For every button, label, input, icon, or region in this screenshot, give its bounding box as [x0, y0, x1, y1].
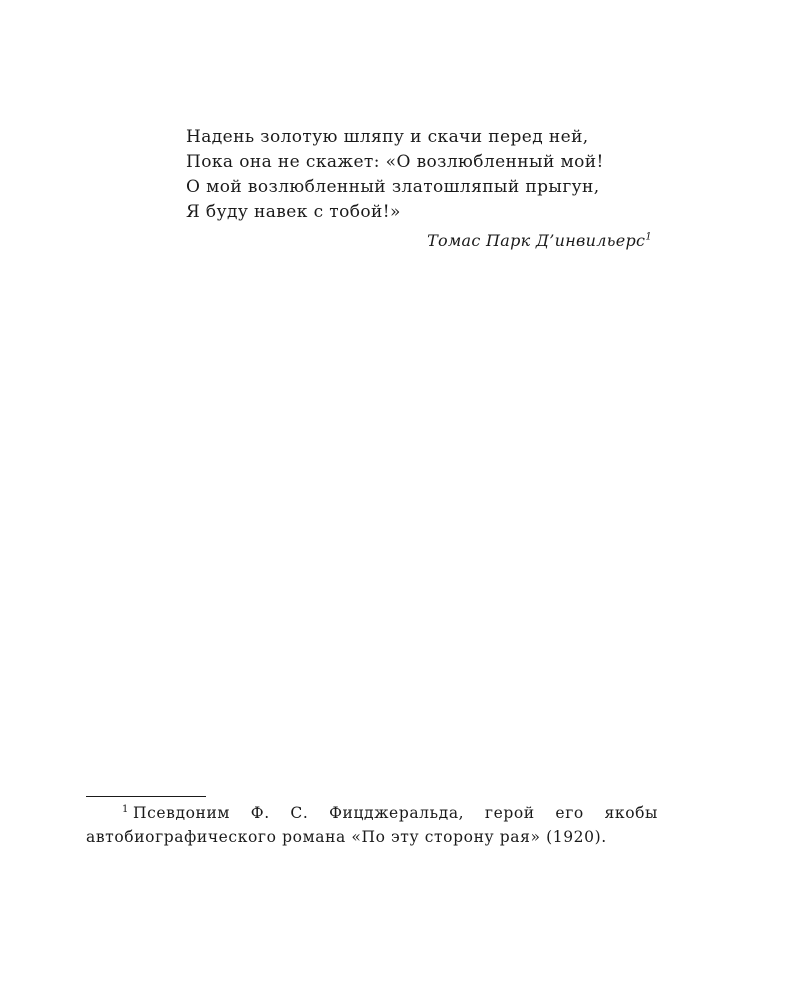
verse-line-3: О мой возлюбленный златошляпый прыгун, — [186, 177, 600, 197]
footnote: 1 Псевдоним Ф. С. Фицджеральда, герой его якобы автобиографического романа «По эту сторону рая» (1920). — [86, 803, 658, 846]
epigraph — [186, 125, 656, 252]
verse-line-4: Я буду навек с тобой!» — [186, 202, 401, 222]
attribution-author: Томас Парк Д’инвильерс — [427, 231, 646, 250]
epigraph-attribution — [186, 230, 652, 252]
verse-line-2: Пока она не скажет: «О возлюбленный мой! — [186, 152, 604, 172]
footnote-text: Псевдоним Ф. С. Фицджеральда, герой его якобы автобиографического романа «По эту сторону рая» (1920). — [86, 804, 658, 846]
footnote-reference[interactable]: 1 — [645, 231, 652, 243]
footnote-separator — [86, 796, 206, 797]
verse-line-1: Надень золотую шляпу и скачи перед ней, — [186, 127, 589, 147]
